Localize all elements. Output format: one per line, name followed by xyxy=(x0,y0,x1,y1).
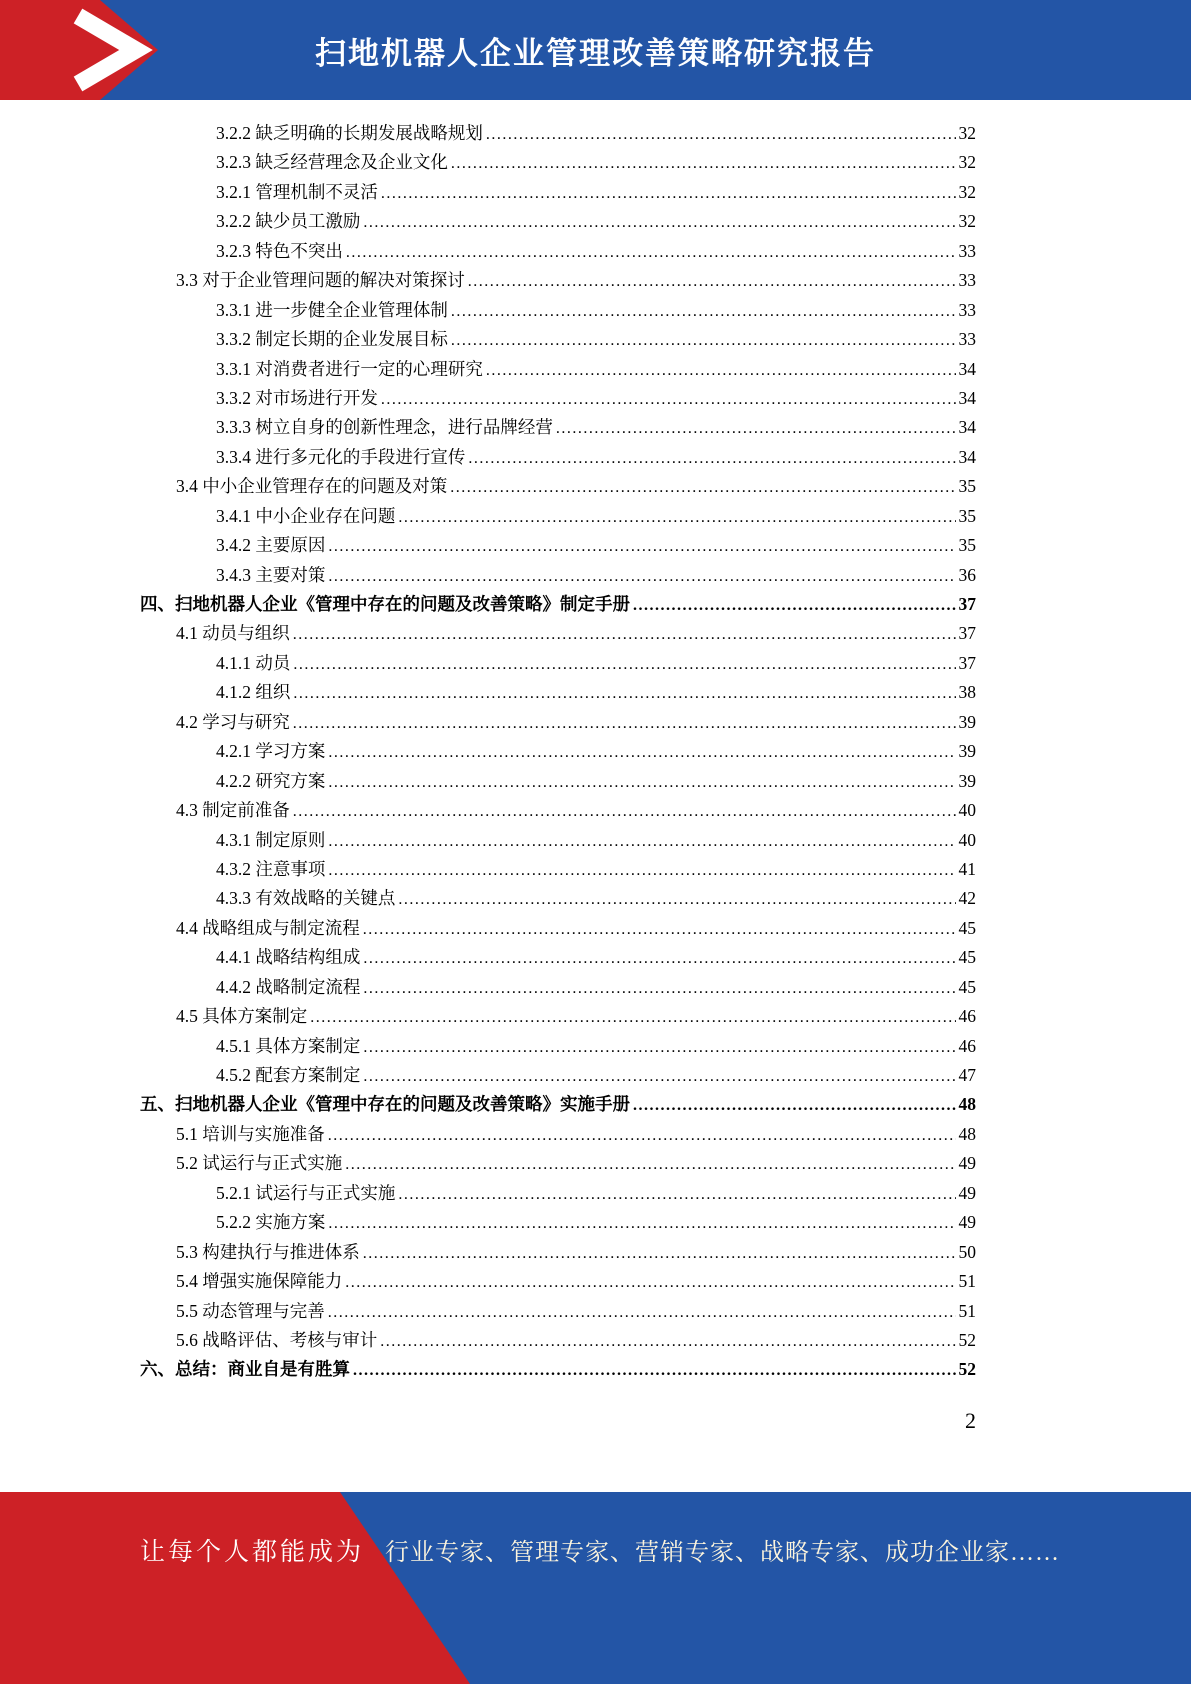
toc-entry xyxy=(140,1355,976,1384)
toc-entry xyxy=(140,296,976,325)
toc-entry-page: 46 xyxy=(958,1006,976,1027)
toc-entry xyxy=(140,884,976,913)
footer-slogan-right: 行业专家、管理专家、营销专家、战略专家、成功企业家…… xyxy=(385,1540,1060,1566)
toc-entry-page: 33 xyxy=(958,299,976,320)
toc-entry-page: 45 xyxy=(958,976,976,997)
toc-entry-page: 49 xyxy=(958,1212,976,1233)
toc-entry-page: 51 xyxy=(958,1271,976,1292)
toc-dot-leader xyxy=(293,678,955,708)
toc-entry-page: 37 xyxy=(958,652,976,673)
toc-entry xyxy=(140,1061,976,1090)
footer-red-band xyxy=(0,1492,1191,1684)
toc-entry-label: 3.4 中小企业管理存在的问题及对策 xyxy=(176,476,448,497)
arrow-banner-icon xyxy=(0,0,175,100)
toc-entry-label: 3.3.1 对消费者进行一定的心理研究 xyxy=(216,358,483,379)
toc-dot-leader xyxy=(381,384,956,414)
toc-entry-label: 五、扫地机器人企业《管理中存在的问题及改善策略》实施手册 xyxy=(140,1094,630,1115)
toc-entry xyxy=(140,1032,976,1061)
toc-entry-page: 52 xyxy=(958,1329,976,1350)
toc-entry-page: 33 xyxy=(958,270,976,291)
toc-entry-label: 六、总结：商业自是有胜算 xyxy=(140,1359,350,1380)
toc-entry xyxy=(140,443,976,472)
toc-entry-label: 4.2.2 研究方案 xyxy=(216,770,326,791)
toc-dot-leader xyxy=(353,1355,956,1385)
toc-entry xyxy=(140,826,976,855)
toc-entry-page: 37 xyxy=(958,623,976,644)
toc-dot-leader xyxy=(293,649,955,679)
toc-entry-page: 38 xyxy=(958,682,976,703)
toc-entry xyxy=(140,914,976,943)
toc-entry xyxy=(140,1090,976,1119)
toc-dot-leader xyxy=(398,502,955,532)
toc-entry-page: 34 xyxy=(958,387,976,408)
toc-dot-leader xyxy=(633,1090,956,1120)
toc-entry-label: 3.3.4 进行多元化的手段进行宣传 xyxy=(216,446,466,467)
toc-entry-page: 32 xyxy=(958,211,976,232)
toc-entry-page: 32 xyxy=(958,152,976,173)
toc-entry-label: 4.4.2 战略制定流程 xyxy=(216,976,361,997)
toc-entry-page: 32 xyxy=(958,123,976,143)
toc-entry-label: 3.2.3 特色不突出 xyxy=(216,240,343,261)
toc-entry xyxy=(140,531,976,560)
toc-dot-leader xyxy=(293,796,956,826)
toc-entry-page: 45 xyxy=(958,947,976,968)
toc-dot-leader xyxy=(468,266,956,296)
toc-entry-page: 40 xyxy=(958,829,976,850)
toc-entry-label: 3.4.3 主要对策 xyxy=(216,564,326,585)
toc-entry-label: 3.3.3 树立自身的创新性理念，进行品牌经营 xyxy=(216,417,553,438)
toc-entry xyxy=(140,384,976,413)
footer-slogan-left: 让每个人都能成为 xyxy=(140,1539,365,1566)
toc-dot-leader xyxy=(328,767,955,797)
toc-entry-label: 5.2 试运行与正式实施 xyxy=(176,1153,343,1174)
toc-entry xyxy=(140,767,976,796)
toc-entry-page: 48 xyxy=(958,1123,976,1144)
toc-entry-page: 32 xyxy=(958,181,976,202)
toc-entry-label: 3.3 对于企业管理问题的解决对策探讨 xyxy=(176,270,465,291)
toc-entry xyxy=(140,973,976,1002)
toc-entry xyxy=(140,1326,976,1355)
toc-entry xyxy=(140,178,976,207)
toc-dot-leader xyxy=(363,943,955,973)
toc-entry-page: 50 xyxy=(958,1241,976,1262)
toc-entry-label: 5.5 动态管理与完善 xyxy=(176,1300,325,1321)
toc-dot-leader xyxy=(363,207,955,237)
toc-entry xyxy=(140,1238,976,1267)
toc-entry xyxy=(140,943,976,972)
toc-dot-leader xyxy=(328,737,955,767)
toc-entry xyxy=(140,796,976,825)
toc-entry xyxy=(140,1267,976,1296)
toc-entry-page: 36 xyxy=(958,564,976,585)
toc-entry-page: 39 xyxy=(958,770,976,791)
toc-entry xyxy=(140,737,976,766)
toc-entry-page: 37 xyxy=(958,594,976,614)
toc-entry-page: 39 xyxy=(958,711,976,732)
toc-entry xyxy=(140,413,976,442)
toc-entry-label: 3.2.3 缺乏经营理念及企业文化 xyxy=(216,152,448,173)
toc-entry-label: 4.2.1 学习方案 xyxy=(216,741,326,762)
toc-entry xyxy=(140,678,976,707)
toc-entry-page: 42 xyxy=(958,888,976,909)
toc-entry xyxy=(140,207,976,236)
page-number: 2 xyxy=(965,1408,976,1433)
toc-entry-label: 4.5.1 具体方案制定 xyxy=(216,1035,361,1056)
toc-entry-label: 4.3.2 注意事项 xyxy=(216,858,326,879)
toc-entry-label: 四、扫地机器人企业《管理中存在的问题及改善策略》制定手册 xyxy=(140,594,630,614)
toc-dot-leader xyxy=(345,1149,955,1179)
toc-dot-leader xyxy=(556,413,956,443)
toc-entry-label: 3.3.2 制定长期的企业发展目标 xyxy=(216,329,448,350)
toc-entry-page: 34 xyxy=(958,417,976,438)
toc-entry xyxy=(140,1149,976,1178)
toc-dot-leader xyxy=(328,1297,956,1327)
toc-dot-leader xyxy=(363,914,956,944)
toc-entry-label: 3.2.1 管理机制不灵活 xyxy=(216,181,378,202)
toc-dot-leader xyxy=(381,178,956,208)
toc-entry xyxy=(140,619,976,648)
toc-dot-leader xyxy=(380,1326,955,1356)
report-title: 扫地机器人企业管理改善策略研究报告 xyxy=(315,35,876,71)
toc-dot-leader xyxy=(486,355,956,385)
toc-entry xyxy=(140,855,976,884)
toc-entry-label: 4.1.2 组织 xyxy=(216,682,291,703)
toc-entry-label: 5.1 培训与实施准备 xyxy=(176,1123,325,1144)
toc-entry-page: 52 xyxy=(958,1359,976,1380)
toc-entry-page: 41 xyxy=(958,858,976,879)
toc-entry-page: 45 xyxy=(958,917,976,938)
toc-dot-leader xyxy=(346,237,956,267)
toc-entry-page: 46 xyxy=(958,1035,976,1056)
toc-entry xyxy=(140,590,976,619)
toc-entry xyxy=(140,561,976,590)
toc-dot-leader xyxy=(633,590,956,620)
toc-entry-label: 5.4 增强实施保障能力 xyxy=(176,1271,343,1292)
toc-entry xyxy=(140,148,976,177)
toc-entry-label: 3.3.2 对市场进行开发 xyxy=(216,387,378,408)
toc-dot-leader xyxy=(398,1179,955,1209)
toc-entry-page: 47 xyxy=(958,1065,976,1085)
toc-dot-leader xyxy=(328,561,955,591)
toc-entry xyxy=(140,1002,976,1031)
toc-entry-page: 35 xyxy=(958,505,976,526)
toc-dot-leader xyxy=(345,1267,955,1297)
toc-entry xyxy=(140,237,976,266)
toc-entry-label: 4.5.2 配套方案制定 xyxy=(216,1065,361,1085)
toc-entry-page: 39 xyxy=(958,741,976,762)
toc-entry-page: 34 xyxy=(958,358,976,379)
toc-entry-page: 34 xyxy=(958,446,976,467)
toc-entry-label: 3.3.1 进一步健全企业管理体制 xyxy=(216,299,448,320)
toc-dot-leader xyxy=(398,884,955,914)
toc-entry-label: 3.2.2 缺少员工激励 xyxy=(216,211,361,232)
toc-dot-leader xyxy=(293,708,956,738)
toc-entry xyxy=(140,266,976,295)
toc-entry-label: 4.4 战略组成与制定流程 xyxy=(176,917,360,938)
toc-dot-leader xyxy=(363,1238,956,1268)
toc-entry-label: 4.1.1 动员 xyxy=(216,652,291,673)
toc-entry-label: 5.2.2 实施方案 xyxy=(216,1212,326,1233)
page-footer xyxy=(0,1492,1191,1684)
toc-dot-leader xyxy=(451,296,956,326)
toc-entry-label: 3.2.2 缺乏明确的长期发展战略规划 xyxy=(216,123,483,143)
toc-entry-label: 3.4.1 中小企业存在问题 xyxy=(216,505,396,526)
toc-entry-label: 5.3 构建执行与推进体系 xyxy=(176,1241,360,1262)
toc-dot-leader xyxy=(486,119,956,149)
toc-entry-label: 5.2.1 试运行与正式实施 xyxy=(216,1182,396,1203)
toc-entry xyxy=(140,1120,976,1149)
toc-entry-page: 33 xyxy=(958,240,976,261)
toc-entry-label: 4.5 具体方案制定 xyxy=(176,1006,308,1027)
toc-entry-label: 4.3.1 制定原则 xyxy=(216,829,326,850)
toc-dot-leader xyxy=(451,325,956,355)
toc-entry xyxy=(140,325,976,354)
toc-entry-label: 3.4.2 主要原因 xyxy=(216,535,326,556)
toc-entry xyxy=(140,708,976,737)
toc-entry xyxy=(140,649,976,678)
toc-entry xyxy=(140,119,976,148)
toc-entry-page: 49 xyxy=(958,1182,976,1203)
toc-dot-leader xyxy=(468,443,955,473)
page-header xyxy=(0,0,1191,100)
toc-entry-label: 5.6 战略评估、考核与审计 xyxy=(176,1329,378,1350)
toc-entry xyxy=(140,472,976,501)
toc-entry-label: 4.3 制定前准备 xyxy=(176,800,290,821)
toc-entry xyxy=(140,1297,976,1326)
toc-dot-leader xyxy=(363,1032,955,1062)
toc-entry-label: 4.4.1 战略结构组成 xyxy=(216,947,361,968)
toc-entry xyxy=(140,1208,976,1237)
toc-entry xyxy=(140,502,976,531)
toc-dot-leader xyxy=(293,619,956,649)
toc-dot-leader xyxy=(450,472,955,502)
toc-entry-page: 48 xyxy=(958,1094,976,1115)
toc-entry-page: 35 xyxy=(958,476,976,497)
toc-entry-page: 51 xyxy=(958,1300,976,1321)
toc-dot-leader xyxy=(328,531,955,561)
toc-entry-page: 40 xyxy=(958,800,976,821)
toc-entry-label: 4.1 动员与组织 xyxy=(176,623,290,644)
toc-dot-leader xyxy=(363,1061,955,1091)
toc-entry-page: 35 xyxy=(958,535,976,556)
toc-dot-leader xyxy=(328,1208,955,1238)
table-of-contents xyxy=(140,119,976,1385)
toc-entry xyxy=(140,355,976,384)
toc-dot-leader xyxy=(328,826,955,856)
toc-dot-leader xyxy=(310,1002,955,1032)
toc-entry-page: 49 xyxy=(958,1153,976,1174)
toc-entry xyxy=(140,1179,976,1208)
toc-dot-leader xyxy=(451,148,956,178)
toc-entry-page: 33 xyxy=(958,329,976,350)
toc-entry-label: 4.2 学习与研究 xyxy=(176,711,290,732)
toc-dot-leader xyxy=(328,1120,956,1150)
toc-dot-leader xyxy=(328,855,955,885)
toc-entry-label: 4.3.3 有效战略的关键点 xyxy=(216,888,396,909)
toc-dot-leader xyxy=(363,973,955,1003)
